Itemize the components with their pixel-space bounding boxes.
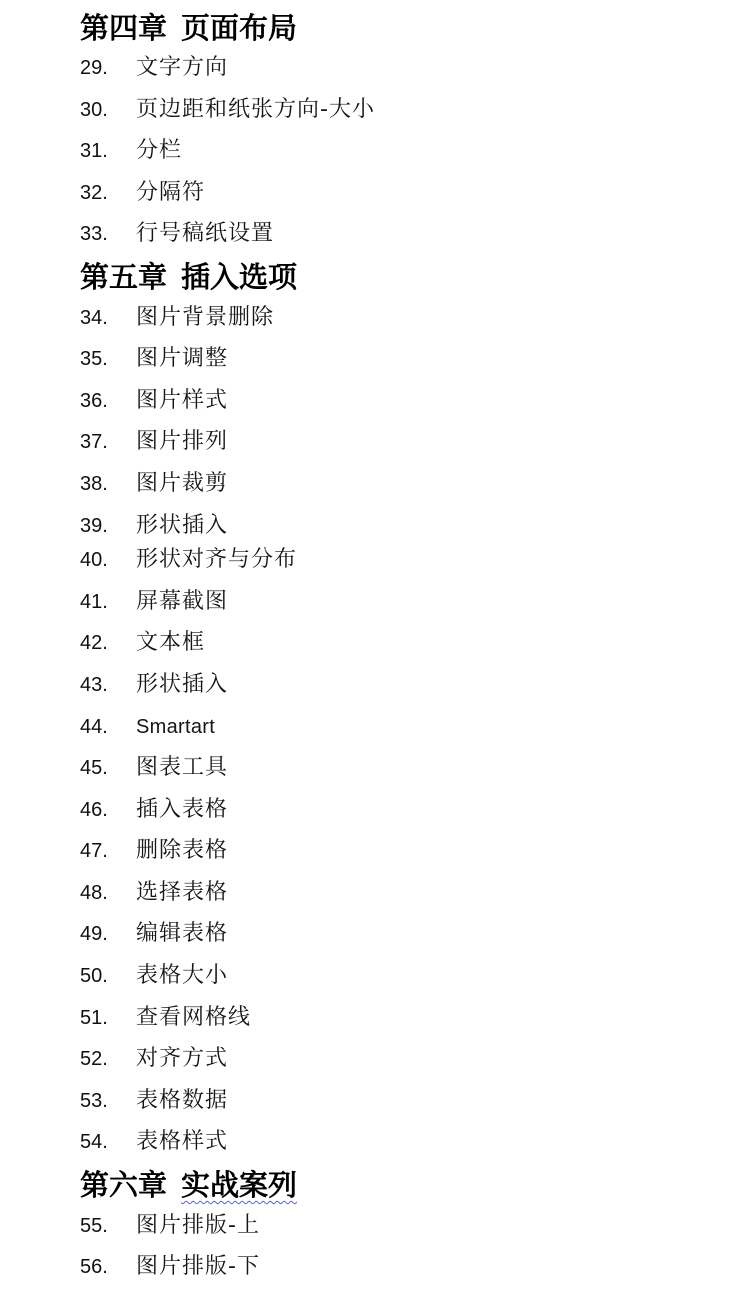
item-number: 56. xyxy=(80,1256,108,1278)
item-number: 40. xyxy=(80,549,108,571)
chapter-number: 第五章 xyxy=(80,260,168,294)
item-label: 文本框 xyxy=(136,630,206,655)
item-label: 图片样式 xyxy=(136,388,229,413)
item-label: 图片排版-上 xyxy=(136,1213,260,1238)
item-number: 46. xyxy=(80,799,108,821)
item-number: 54. xyxy=(80,1131,108,1153)
chapter-heading xyxy=(80,259,297,295)
item-label: 屏幕截图 xyxy=(136,589,229,614)
item-number: 42. xyxy=(80,632,108,654)
chapter-title: 插入选项 xyxy=(181,260,298,294)
item-number: 31. xyxy=(80,140,108,162)
item-number: 41. xyxy=(80,591,108,613)
item-number: 34. xyxy=(80,307,108,329)
item-number: 52. xyxy=(80,1048,108,1070)
item-number: 30. xyxy=(80,99,108,121)
chapter-heading xyxy=(80,10,297,46)
item-number: 48. xyxy=(80,882,108,904)
chapter-title: 页面布局 xyxy=(181,11,298,45)
item-number: 43. xyxy=(80,674,108,696)
item-number: 36. xyxy=(80,390,108,412)
item-number: 33. xyxy=(80,223,108,245)
item-label: 页边距和纸张方向-大小 xyxy=(136,97,375,122)
item-label: 查看网格线 xyxy=(136,1005,252,1030)
item-label: 编辑表格 xyxy=(136,921,229,946)
chapter-heading xyxy=(80,1167,297,1203)
item-number: 29. xyxy=(80,57,108,79)
item-number: 39. xyxy=(80,515,108,537)
item-number: 37. xyxy=(80,431,108,453)
item-label: 表格数据 xyxy=(136,1088,229,1113)
item-number: 35. xyxy=(80,348,108,370)
item-number: 55. xyxy=(80,1215,108,1237)
item-label: 删除表格 xyxy=(136,838,229,863)
item-label: 图片排列 xyxy=(136,429,229,454)
item-label: 表格大小 xyxy=(136,963,229,988)
item-label: Smartart xyxy=(136,716,216,738)
item-label: 分隔符 xyxy=(136,180,206,205)
item-label: 分栏 xyxy=(136,138,183,163)
item-number: 51. xyxy=(80,1007,108,1029)
item-number: 50. xyxy=(80,965,108,987)
chapter-number: 第四章 xyxy=(80,11,168,45)
item-label: 图片背景删除 xyxy=(136,305,275,330)
item-label: 图片调整 xyxy=(136,346,229,371)
item-number: 53. xyxy=(80,1090,108,1112)
item-number: 45. xyxy=(80,757,108,779)
item-number: 47. xyxy=(80,840,108,862)
item-label: 插入表格 xyxy=(136,797,229,822)
item-number: 49. xyxy=(80,923,108,945)
chapter-title: 实战案列 xyxy=(181,1168,298,1202)
item-label: 形状插入 xyxy=(136,672,229,697)
item-label: 行号稿纸设置 xyxy=(136,221,275,246)
item-label: 表格样式 xyxy=(136,1129,229,1154)
item-number: 32. xyxy=(80,182,108,204)
item-label: 选择表格 xyxy=(136,880,229,905)
item-label: 文字方向 xyxy=(136,55,229,80)
item-label: 图片裁剪 xyxy=(136,471,229,496)
item-label: 图表工具 xyxy=(136,755,229,780)
item-number: 38. xyxy=(80,473,108,495)
item-number: 44. xyxy=(80,716,108,738)
item-label: 图片排版-下 xyxy=(136,1254,260,1279)
chapter-number: 第六章 xyxy=(80,1168,168,1202)
item-label: 对齐方式 xyxy=(136,1046,229,1071)
item-label: 形状插入 xyxy=(136,513,229,538)
item-label: 形状对齐与分布 xyxy=(136,547,298,572)
